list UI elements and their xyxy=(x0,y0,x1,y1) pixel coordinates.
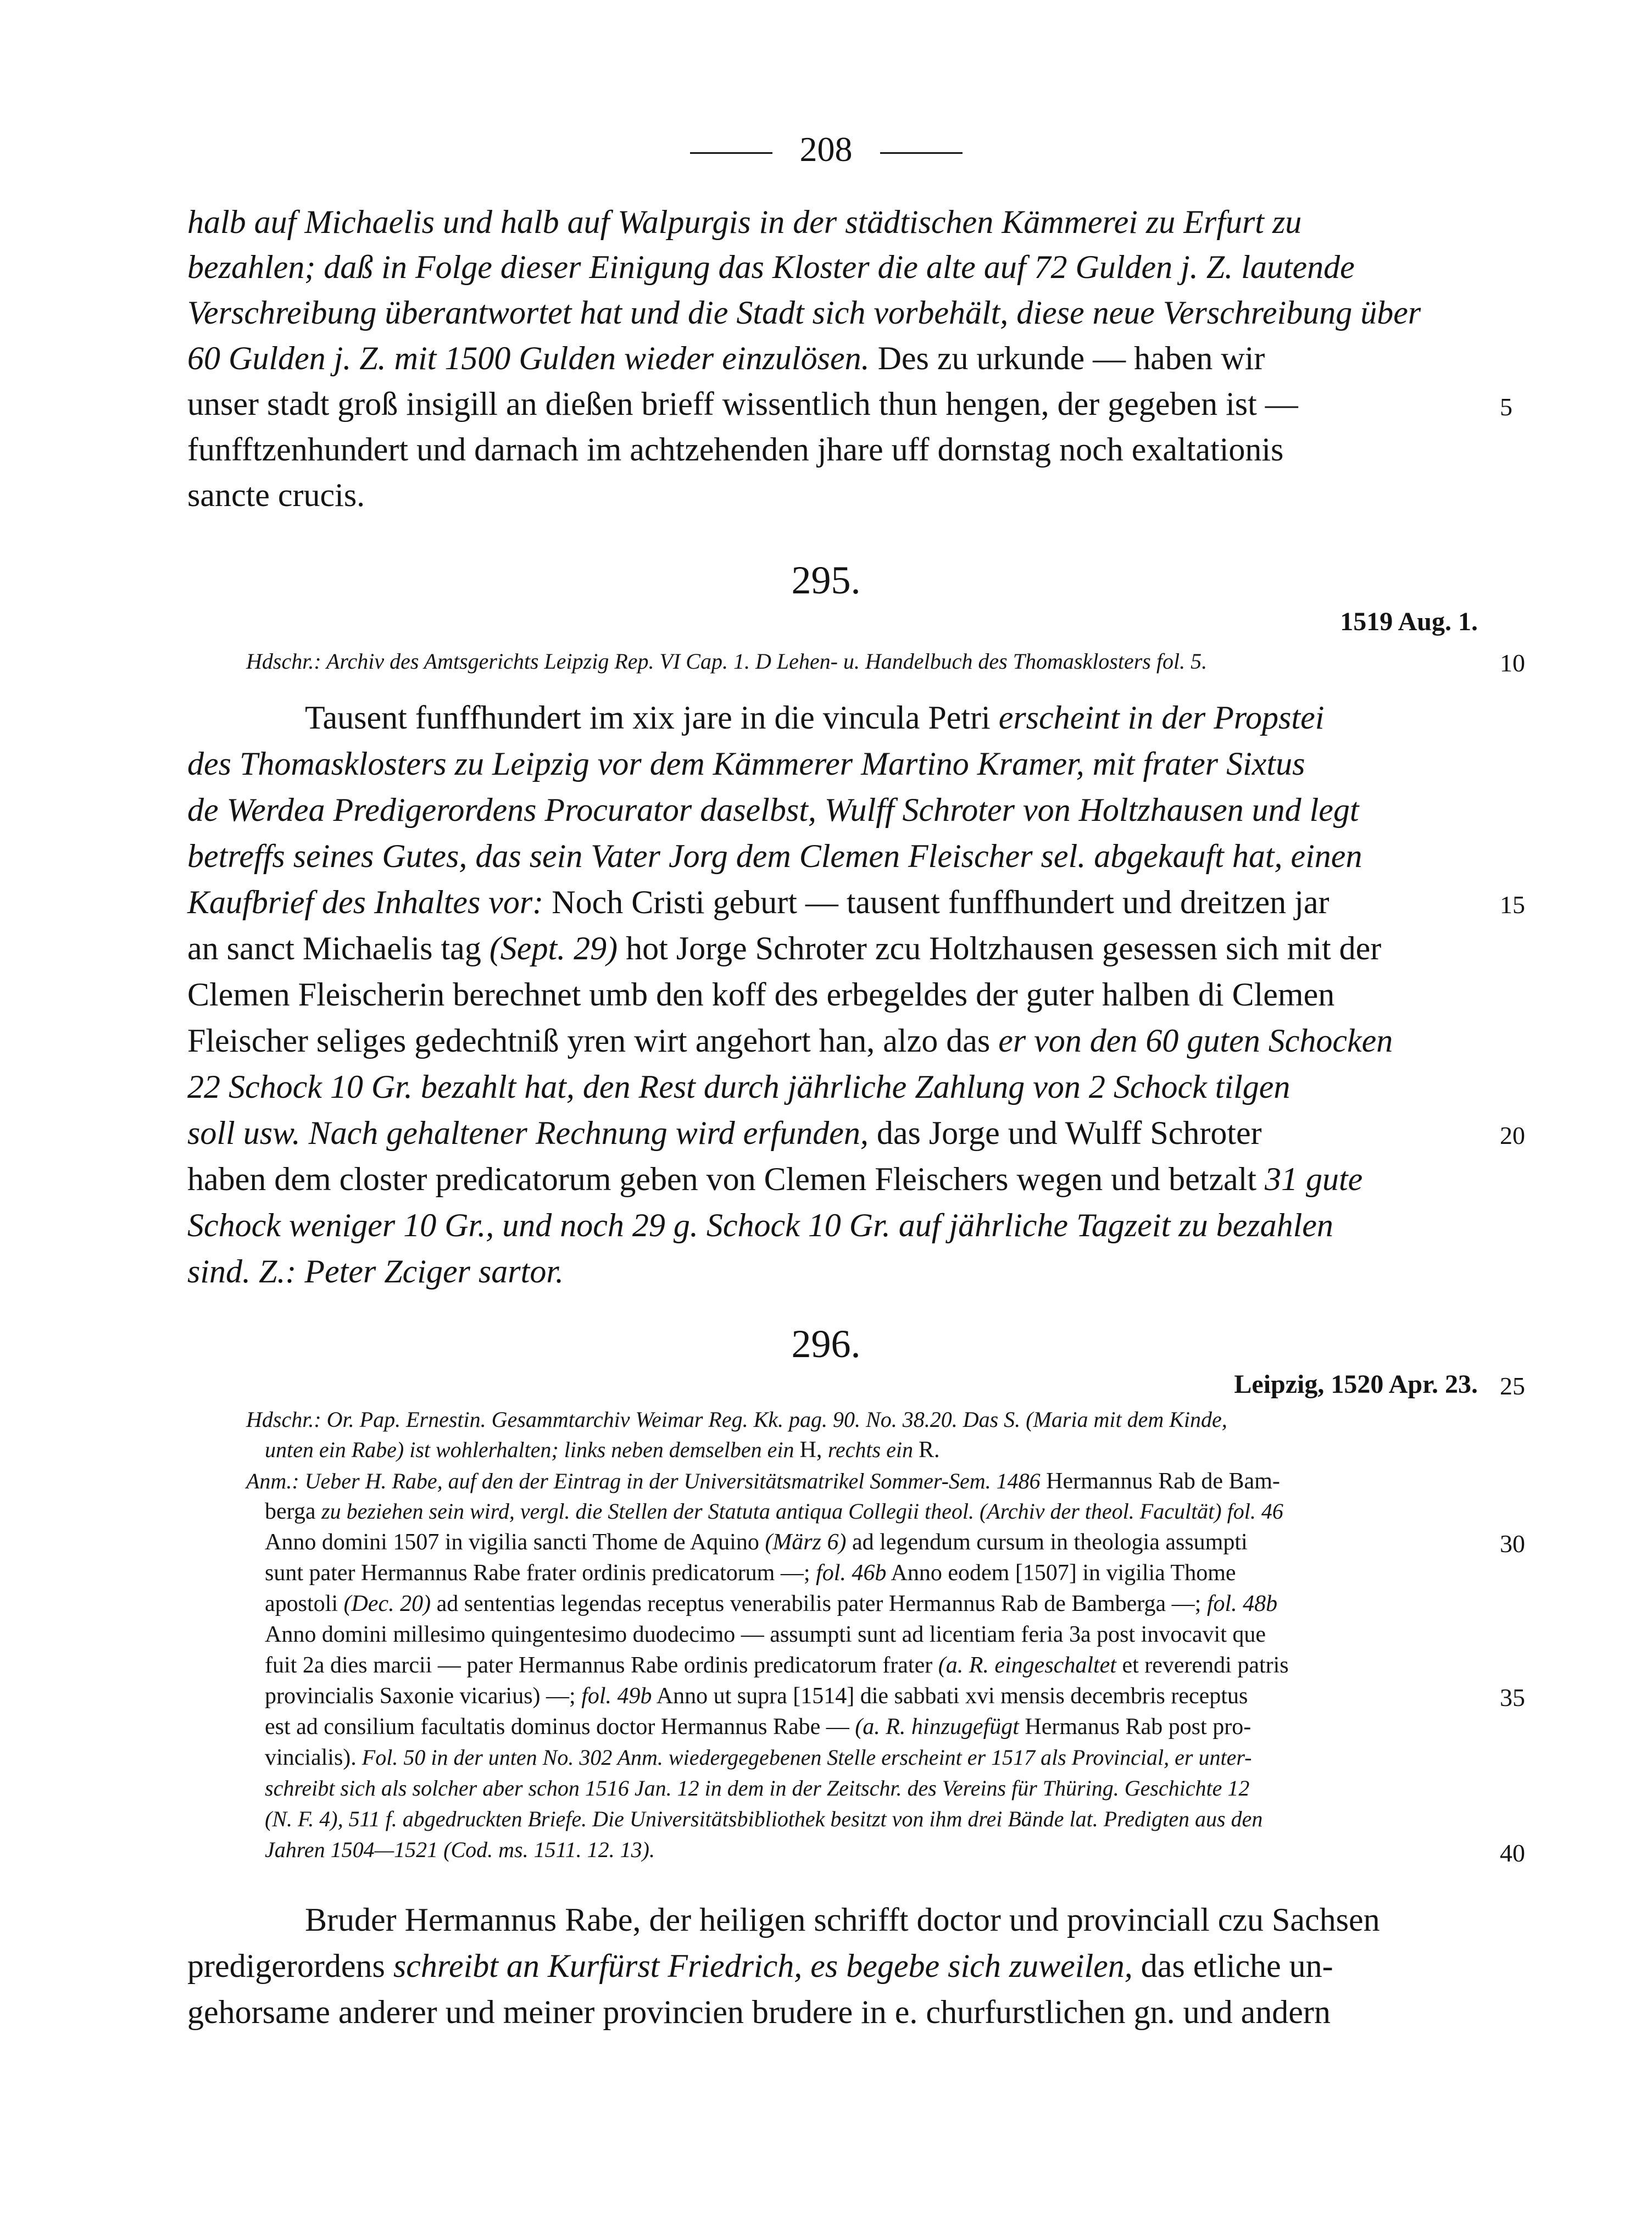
text-line: betreffs seines Gutes, das sein Vater Jorg dem Clemen Fleischer sel. abgekauft hat, einen xyxy=(187,838,1362,874)
annotation-line: Jahren 1504—1521 (Cod. ms. 1511. 12. 13). xyxy=(265,1837,655,1862)
text-line: soll usw. Nach gehaltener Rechnung wird erfunden, das Jorge und Wulff Schroter xyxy=(187,1115,1262,1151)
text-line: Schock weniger 10 Gr., und noch 29 g. Schock 10 Gr. auf jährliche Tagzeit zu bezahlen xyxy=(187,1207,1333,1243)
text-line: bezahlen; daß in Folge dieser Einigung das Kloster die alte auf 72 Gulden j. Z. lautende xyxy=(187,249,1355,285)
line-number: 30 xyxy=(1500,1530,1525,1558)
text-line: sancte crucis. xyxy=(187,477,365,513)
annotation-line: Anm.: Ueber H. Rabe, auf den der Eintrag in der Universitätsmatrikel Sommer-Sem. 1486 Hermannus Rab de Bam- xyxy=(246,1469,1280,1494)
document-number: 296. xyxy=(791,1322,861,1366)
text-line: an sanct Michaelis tag (Sept. 29) hot Jorge Schroter zcu Holtzhausen gesessen sich mit der xyxy=(187,930,1382,966)
text-line: 22 Schock 10 Gr. bezahlt hat, den Rest durch jährliche Zahlung von 2 Schock tilgen xyxy=(187,1069,1291,1105)
annotation-line: schreibt sich als solcher aber schon 1516 Jan. 12 in dem in der Zeitschr. des Vereins für Thüring. Geschichte 12 xyxy=(265,1776,1250,1800)
annotation-line: Anno domini 1507 in vigilia sancti Thome de Aquino (März 6) ad legendum cursum in theologia assumpti xyxy=(265,1530,1248,1555)
text-line: 60 Gulden j. Z. mit 1500 Gulden wieder einzulösen. Des zu urkunde — haben wir xyxy=(187,340,1265,376)
text-line: funfftzenhundert und darnach im achtzehenden jhare uff dornstag noch exaltationis xyxy=(187,431,1284,468)
text-line: Clemen Fleischerin berechnet umb den koff des erbegeldes der guter halben di Clemen xyxy=(187,976,1335,1013)
line-number: 40 xyxy=(1500,1839,1525,1867)
header-dash-left xyxy=(690,152,772,154)
text-line: predigerordens schreibt an Kurfürst Friedrich, es begebe sich zuweilen, das etliche un- xyxy=(187,1948,1333,1984)
text-line: halb auf Michaelis und halb auf Walpurgis in der städtischen Kämmerei zu Erfurt zu xyxy=(187,204,1302,240)
text-line: sind. Z.: Peter Zciger sartor. xyxy=(187,1253,564,1290)
text-line: Fleischer seliges gedechtniß yren wirt angehort han, alzo das er von den 60 guten Schocken xyxy=(187,1022,1393,1059)
annotation-line: (N. F. 4), 511 f. abgedruckten Briefe. Die Universitätsbibliothek besitzt von ihm drei Bände lat. Predigten aus den xyxy=(265,1807,1263,1831)
line-number: 10 xyxy=(1500,649,1525,677)
annotation-line: berga zu beziehen sein wird, vergl. die Stellen der Statuta antiqua Collegii theol. (Archiv der theol. Facultät) fol. 46 xyxy=(265,1499,1283,1524)
text-line: de Werdea Predigerordens Procurator daselbst, Wulff Schroter von Holtzhausen und legt xyxy=(187,792,1359,828)
annotation-line: sunt pater Hermannus Rabe frater ordinis predicatorum —; fol. 46b Anno eodem [1507] in vigilia Thome xyxy=(265,1560,1236,1586)
annotation-line: est ad consilium facultatis dominus doctor Hermannus Rabe — (a. R. hinzugefügt Hermanus Rab post pro- xyxy=(265,1714,1251,1740)
annotation-line: fuit 2a dies marcii — pater Hermannus Rabe ordinis predicatorum frater (a. R. eingeschaltet et reverendi patris xyxy=(265,1653,1289,1678)
page-header xyxy=(0,127,1652,171)
line-number: 35 xyxy=(1500,1683,1525,1711)
document-number: 295. xyxy=(791,558,861,602)
annotation-line: vincialis). Fol. 50 in der unten No. 302 Anm. wiedergegebenen Stelle erscheint er 1517 als Provincial, er unter- xyxy=(265,1745,1252,1770)
annotation-line: provincialis Saxonie vicarius) —; fol. 49b Anno ut supra [1514] die sabbati xvi mensis decembris receptus xyxy=(265,1683,1248,1709)
text-line: Verschreibung überantwortet hat und die Stadt sich vorbehält, diese neue Verschreibung über xyxy=(187,294,1421,331)
line-number: 15 xyxy=(1500,891,1525,919)
source-note: unten ein Rabe) ist wohlerhalten; links neben demselben ein H, rechts ein R. xyxy=(265,1437,940,1463)
text-line: unser stadt groß insigill an dießen brieff wissentlich thun hengen, der gegeben ist — xyxy=(187,386,1298,422)
text-line: Bruder Hermannus Rabe, der heiligen schrifft doctor und provinciall czu Sachsen xyxy=(305,1902,1380,1938)
text-line: Kaufbrief des Inhaltes vor: Noch Cristi geburt — tausent funffhundert und dreitzen jar xyxy=(187,884,1330,920)
line-number: 25 xyxy=(1500,1372,1525,1400)
text-line: gehorsame anderer und meiner provincien brudere in e. churfurstlichen gn. und andern xyxy=(187,1994,1331,2030)
line-number: 5 xyxy=(1500,393,1512,421)
document-date: 1519 Aug. 1. xyxy=(1340,607,1478,636)
source-note: Hdschr.: Or. Pap. Ernestin. Gesammtarchiv Weimar Reg. Kk. pag. 90. No. 38.20. Das S. (Maria mit dem Kinde, xyxy=(246,1407,1227,1432)
line-number: 20 xyxy=(1500,1121,1525,1149)
annotation-line: Anno domini millesimo quingentesimo duodecimo — assumpti sunt ad licentiam feria 3a post invocavit que xyxy=(265,1622,1266,1647)
header-dash-right xyxy=(880,152,963,154)
text-line: haben dem closter predicatorum geben von Clemen Fleischers wegen und betzalt 31 gute xyxy=(187,1161,1363,1197)
text-line: des Thomasklosters zu Leipzig vor dem Kämmerer Martino Kramer, mit frater Sixtus xyxy=(187,746,1305,782)
source-note: Hdschr.: Archiv des Amtsgerichts Leipzig Rep. VI Cap. 1. D Lehen- u. Handelbuch des Thomasklosters fol. 5. xyxy=(246,649,1208,674)
text-line: Tausent funffhundert im xix jare in die vincula Petri erscheint in der Propstei xyxy=(305,699,1325,736)
annotation-line: apostoli (Dec. 20) ad sententias legendas receptus venerabilis pater Hermannus Rab de Bamberga —; fol. 48b xyxy=(265,1591,1278,1616)
document-date: Leipzig, 1520 Apr. 23. xyxy=(1234,1370,1478,1399)
page-number: 208 xyxy=(799,130,853,169)
